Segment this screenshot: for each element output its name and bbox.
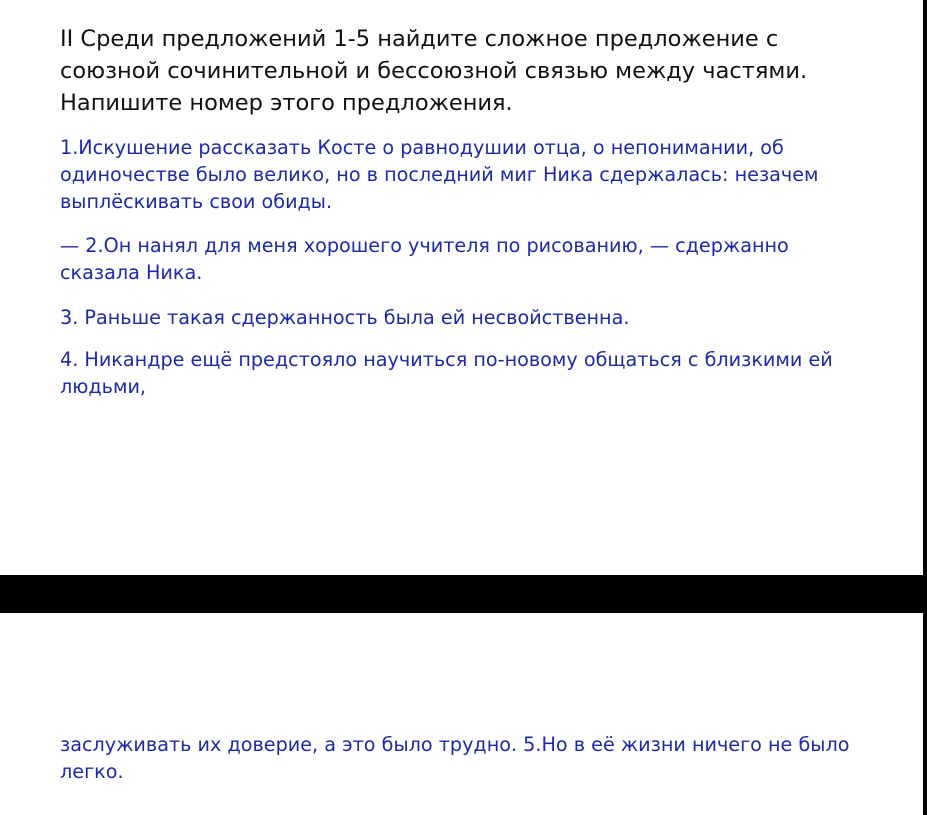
sentence-4-continued: заслуживать их доверие, а это было трудно. 5.Но в её жизни ничего не было легко. [60, 733, 850, 783]
sentence-4: 4. Никандре ещё предстояло научиться по-новому общаться с близкими ей людьми, [60, 348, 833, 398]
task-question: II Среди предложений 1-5 найдите сложное предложение с союзной сочинительной и бессоюзной связью между частями. Напишите номер этого предложения. [60, 26, 808, 116]
sentence-1: 1.Искушение рассказать Косте о равнодушии отца, о непонимании, об одиночестве было велико, но в последний миг Ника сдержалась: незачем выплёскивать свои обиды. [60, 136, 819, 213]
page-break-bar [0, 575, 927, 613]
sentence-3: 3. Раньше такая сдержанность была ей несвойственна. [60, 306, 630, 329]
right-edge-bar [923, 0, 927, 815]
sentence-2: — 2.Он нанял для меня хорошего учителя по рисованию, — сдержанно сказала Ника. [60, 234, 789, 284]
document-page-bottom [0, 613, 923, 815]
